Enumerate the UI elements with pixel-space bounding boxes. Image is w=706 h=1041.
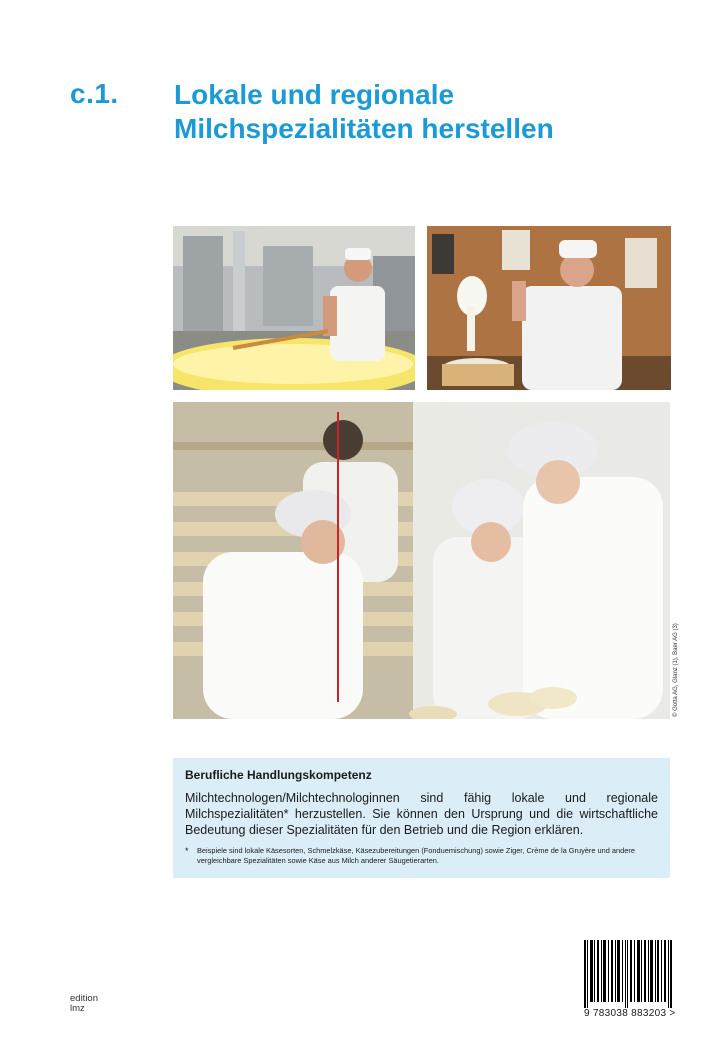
chapter-title-line-2: Milchspezialitäten herstellen xyxy=(174,113,554,144)
photo-cheese-production xyxy=(173,402,670,719)
competence-heading: Berufliche Handlungskompetenz xyxy=(185,768,372,782)
competence-footnote xyxy=(185,846,658,866)
photo-cheesemaker-vat xyxy=(173,226,415,390)
competence-text: Milchtechnologen/Milchtechnologinnen sind fähig lokale und regionale Milchspezialitäten* herzustellen. Sie können den Ursprung und die wirtschaftliche Bedeutung dieser Spezialitäten für den Betrieb und die Region erklären. xyxy=(185,791,658,837)
publisher-line-1: edition xyxy=(70,993,98,1004)
barcode-bars xyxy=(584,940,674,1008)
competence-box xyxy=(173,758,670,878)
photo-pouring-cream xyxy=(427,226,671,390)
chapter-title-line-1: Lokale und regionale xyxy=(174,79,455,110)
publisher-line-2: lmz xyxy=(70,1003,85,1014)
publisher-logo xyxy=(70,994,98,1014)
photo-credit: © Gotta AG, Glanz (1), Baer AG (3) xyxy=(673,623,679,717)
footnote-text: Beispiele sind lokale Käsesorten, Schmelzkäse, Käsezubereitungen (Fonduemischung) sowie Ziger, Crème de la Gruyère und andere vergleichbare Spezialitäten sowie Käse aus Milch anderer Säugetierarten. xyxy=(197,846,635,865)
isbn-barcode xyxy=(584,940,674,1020)
chapter-number: c.1. xyxy=(70,78,119,109)
footnote-mark: * xyxy=(185,846,189,856)
chapter-title xyxy=(174,78,654,146)
isbn-number: 9 783038 883203 > xyxy=(584,1008,676,1019)
